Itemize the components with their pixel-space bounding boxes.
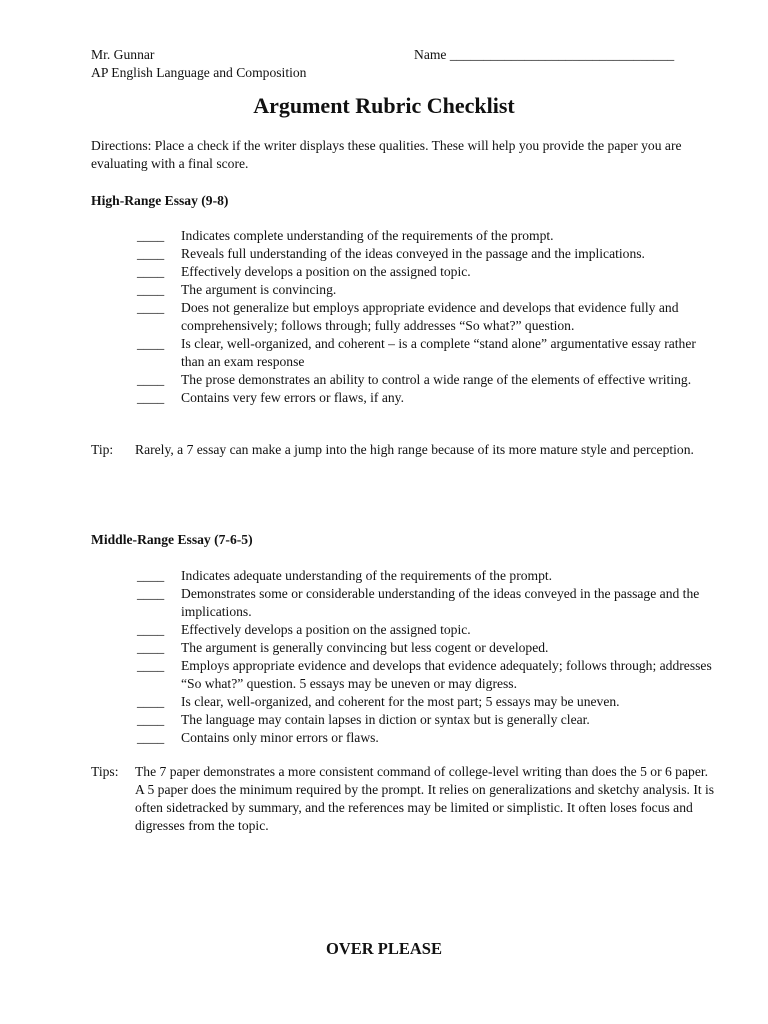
over-please-footer: OVER PLEASE [326,939,442,958]
criterion-text: Effectively develops a position on the assigned topic. [181,622,471,637]
checkbox-blank[interactable]: ____ [137,640,165,655]
high-range-item [137,227,717,245]
checkbox-blank[interactable]: ____ [137,568,165,583]
tip-paragraph: The 7 paper demonstrates a more consistent command of college-level writing than does the 5 or 6 paper. [135,764,709,779]
high-range-heading: High-Range Essay (9-8) [91,193,229,208]
middle-range-item [137,585,717,621]
criterion-text: Does not generalize but employs appropriate evidence and develops that evidence fully and comprehensively; follows through; fully addresses “So what?” question. [181,300,679,333]
high-range-item [137,371,717,389]
teacher-name: Mr. Gunnar [91,47,155,62]
middle-range-item [137,657,717,693]
checkbox-blank[interactable]: ____ [137,622,165,637]
criterion-text: Indicates complete understanding of the requirements of the prompt. [181,228,554,243]
checkbox-blank[interactable]: ____ [137,228,165,243]
high-range-item [137,245,717,263]
tips-label: Tips: [91,764,119,779]
checkbox-blank[interactable]: ____ [137,586,165,601]
checkbox-blank[interactable]: ____ [137,658,165,673]
directions-text: Directions: Place a check if the writer displays these qualities. These will help you provide the paper you are evaluating with a final score. [91,138,682,171]
middle-range-item [137,693,717,711]
criterion-text: The language may contain lapses in diction or syntax but is generally clear. [181,712,590,727]
middle-range-item [137,639,717,657]
checkbox-blank[interactable]: ____ [137,246,165,261]
name-label: Name [414,47,447,62]
middle-range-item [137,729,717,747]
high-range-item [137,281,717,299]
middle-range-item [137,711,717,729]
checkbox-blank[interactable]: ____ [137,300,165,315]
criterion-text: Contains only minor errors or flaws. [181,730,379,745]
criterion-text: The prose demonstrates an ability to control a wide range of the elements of effective writing. [181,372,692,387]
checkbox-blank[interactable]: ____ [137,336,165,351]
course-name: AP English Language and Composition [91,65,307,80]
high-range-item [137,335,717,371]
middle-range-checklist [137,567,717,747]
checkbox-blank[interactable]: ____ [137,372,165,387]
criterion-text: The argument is generally convincing but less cogent or developed. [181,640,549,655]
criterion-text: Indicates adequate understanding of the requirements of the prompt. [181,568,553,583]
criterion-text: The argument is convincing. [181,282,337,297]
tip-body [135,441,731,459]
checkbox-blank[interactable]: ____ [137,282,165,297]
checkbox-blank[interactable]: ____ [137,730,165,745]
checkbox-blank[interactable]: ____ [137,694,165,709]
page-title: Argument Rubric Checklist [253,93,515,118]
criterion-text: Contains very few errors or flaws, if any. [181,390,404,405]
tip-label: Tip: [91,442,114,457]
criterion-text: Is clear, well-organized, and coherent for the most part; 5 essays may be uneven. [181,694,620,709]
middle-range-item [137,621,717,639]
middle-range-tips [91,763,731,835]
tip-paragraph: A 5 paper does the minimum required by the prompt. It relies on generalizations and sketchy analysis. It is often sidetracked by summary, and the references may be limited or simplistic. It often loses focus and digresses from the topic. [135,782,715,833]
name-blank: _________________________________ [449,47,675,62]
high-range-item [137,263,717,281]
checkbox-blank[interactable]: ____ [137,712,165,727]
tip-paragraph: Rarely, a 7 essay can make a jump into the high range because of its more mature style and perception. [135,442,694,457]
student-name-line [414,46,674,64]
criterion-text: Demonstrates some or considerable understanding of the ideas conveyed in the passage and the implications. [181,586,700,619]
checkbox-blank[interactable]: ____ [137,264,165,279]
checkbox-blank[interactable]: ____ [137,390,165,405]
high-range-item [137,389,717,407]
middle-range-heading: Middle-Range Essay (7-6-5) [91,532,253,547]
high-range-checklist [137,227,717,407]
high-range-item [137,299,717,335]
criterion-text: Employs appropriate evidence and develops that evidence adequately; follows through; addresses “So what?” question. 5 essays may be uneven or may digress. [181,658,712,691]
middle-range-item [137,567,717,585]
high-range-tip [91,441,731,459]
criterion-text: Is clear, well-organized, and coherent – is a complete “stand alone” argumentative essay rather than an exam response [181,336,696,369]
criterion-text: Reveals full understanding of the ideas conveyed in the passage and the implications. [181,246,645,261]
criterion-text: Effectively develops a position on the assigned topic. [181,264,471,279]
tips-body [135,763,731,835]
